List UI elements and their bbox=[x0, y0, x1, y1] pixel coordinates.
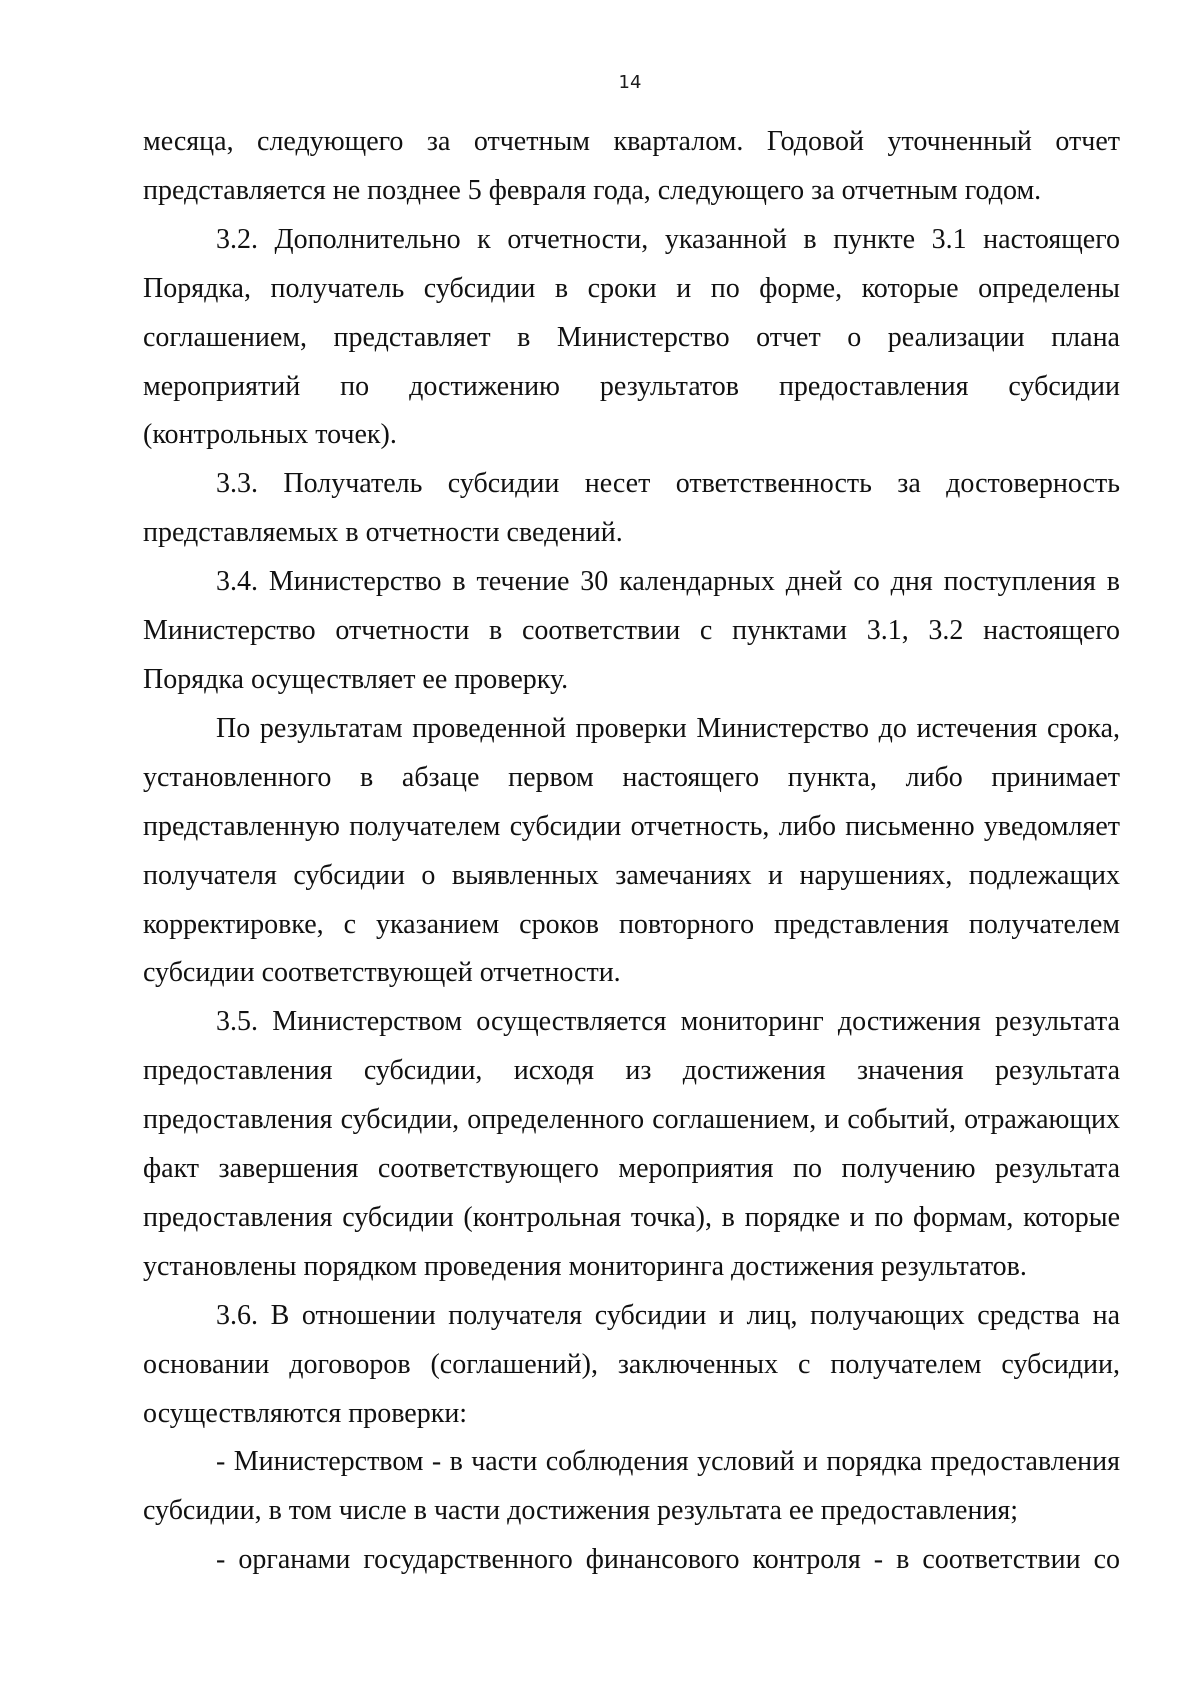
list-item-control-bodies: - органами государственного финансового контроля - в соответствии со bbox=[216, 1544, 1120, 1576]
list-item-ministry: - Министерством - в части соблюдения условий и порядка предоставления субсидии, в том числе в части достижения результата ее предоставления; bbox=[143, 1446, 1120, 1527]
paragraph-3-5: 3.5. Министерством осуществляется мониторинг достижения результата предоставления субсидии, исходя из достижения значения результата предоставления субсидии, определенного соглашением, и событий, отражающих факт завершения соответствующего мероприятия по получению результата предоставления субсидии (контрольная точка), в порядке и по формам, которые установлены порядком проведения мониторинга достижения результатов. bbox=[143, 1006, 1120, 1282]
paragraph-3-2: 3.2. Дополнительно к отчетности, указанной в пункте 3.1 настоящего Порядка, получатель субсидии в сроки и по форме, которые определены соглашением, представляет в Министерство отчет о реализации плана мероприятий по достижению результатов предоставления субсидии (контрольных точек). bbox=[143, 223, 1120, 451]
paragraph-3-4: 3.4. Министерство в течение 30 календарных дней со дня поступления в Министерство отчетности в соответствии с пунктами 3.1, 3.2 настоящего Порядка осуществляет ее проверку. bbox=[143, 566, 1120, 695]
paragraph-3-4-second: По результатам проведенной проверки Министерство до истечения срока, установленного в абзаце первом настоящего пункта, либо принимает представленную получателем субсидии отчетность, либо письменно уведомляет получателя субсидии о выявленных замечаниях и нарушениях, подлежащих корректировке, с указанием сроков повторного представления получателем субсидии соответствующей отчетности. bbox=[143, 712, 1120, 989]
paragraph-3-6: 3.6. В отношении получателя субсидии и лиц, получающих средства на основании договоров (соглашений), заключенных с получателем субсидии, осуществляются проверки: bbox=[143, 1299, 1120, 1429]
paragraph-3-3: 3.3. Получатель субсидии несет ответственность за достоверность представляемых в отчетности сведений. bbox=[143, 468, 1120, 549]
page-number: 14 bbox=[618, 72, 642, 93]
paragraph-continuation: месяца, следующего за отчетным кварталом. Годовой уточненный отчет представляется не позднее 5 февраля года, следующего за отчетным годом. bbox=[143, 126, 1120, 206]
document-body bbox=[143, 118, 1120, 1585]
